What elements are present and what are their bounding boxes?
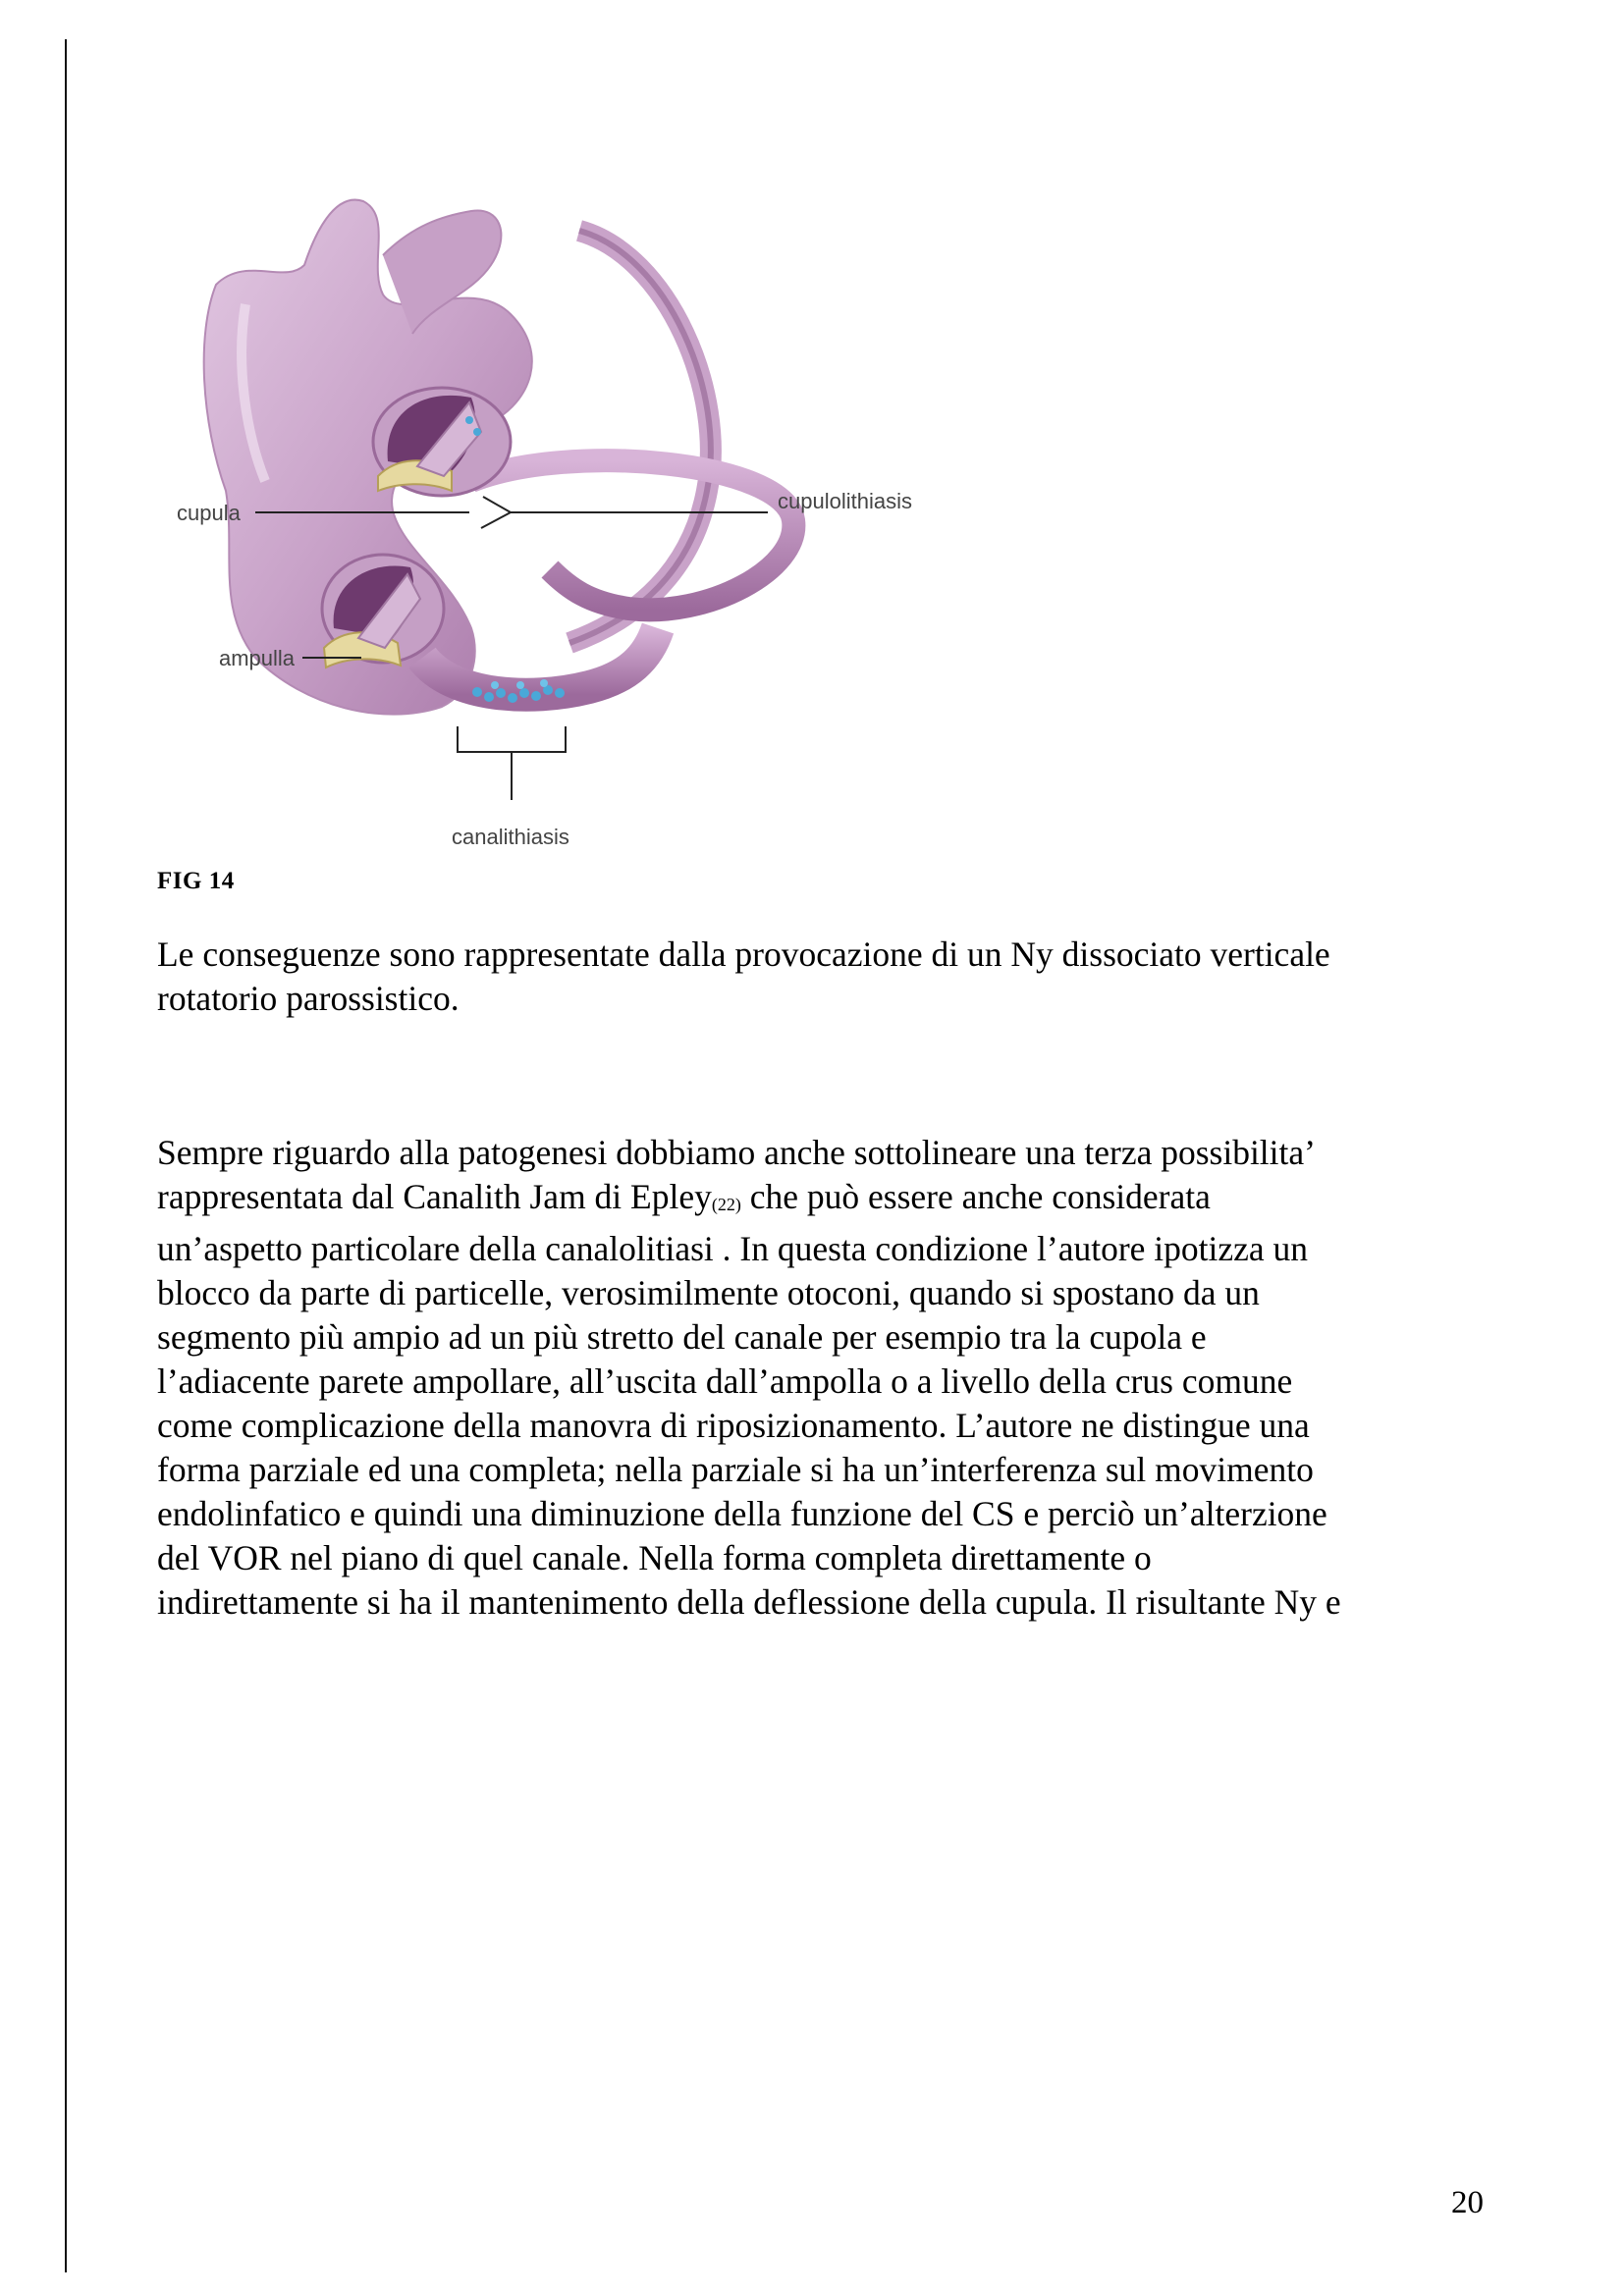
text-line: indirettamente si ha il mantenimento della deflessione della cupula. Il risultante Ny e <box>157 1582 1341 1622</box>
semicircular-canal-figure <box>157 196 943 864</box>
text-line: segmento più ampio ad un più stretto del canale per esempio tra la cupola e <box>157 1317 1207 1357</box>
citation-reference: (22) <box>711 1195 741 1214</box>
figure-caption: FIG 14 <box>157 868 235 894</box>
cupulolithiasis-label: cupulolithiasis <box>778 489 912 513</box>
margin-rule <box>65 39 67 2272</box>
cupula-label: cupula <box>177 501 241 525</box>
canal-loop-outer-shade <box>569 231 711 643</box>
text-line: l’adiacente parete ampollare, all’uscita dall’ampolla o a livello della crus comune <box>157 1362 1293 1401</box>
canalithiasis-bracket <box>458 726 566 752</box>
text-line: blocco da parte di particelle, verosimilmente otoconi, quando si spostano da un <box>157 1273 1260 1312</box>
text-line: Sempre riguardo alla patogenesi dobbiamo anche sottolineare una terza possibilita’ <box>157 1133 1316 1172</box>
text-segment: rappresentata dal Canalith Jam di Epley <box>157 1177 712 1216</box>
text-line: endolinfatico e quindi una diminuzione della funzione del CS e perciò un’alterzione <box>157 1494 1327 1533</box>
ampulla-label: ampulla <box>219 646 296 670</box>
text-segment: che può essere anche considerata <box>740 1177 1211 1216</box>
cupula-otoconium <box>465 416 473 424</box>
figure-illustration <box>157 196 943 864</box>
page-number: 20 <box>1451 2185 1484 2220</box>
text-line: un’aspetto particolare della canalolitiasi . In questa condizione l’autore ipotizza un <box>157 1229 1309 1268</box>
cupulolithiasis-pointer-a <box>481 512 511 528</box>
cupulolithiasis-pointer-b <box>483 497 511 512</box>
horizontal-canal-ring <box>471 460 793 610</box>
text-line: del VOR nel piano di quel canale. Nella forma completa direttamente o <box>157 1538 1152 1577</box>
canalithiasis-label: canalithiasis <box>452 825 569 849</box>
canal-loop-outer <box>569 231 711 643</box>
text-line: forma parziale ed una completa; nella parziale si ha un’interferenza sul movimento <box>157 1450 1314 1489</box>
paragraph-pathogenesis <box>157 1131 1512 1625</box>
text-line: rotatorio parossistico. <box>157 979 460 1018</box>
text-line: come complicazione della manovra di riposizionamento. L’autore ne distingue una <box>157 1406 1310 1445</box>
cupula-otoconium <box>473 428 481 436</box>
text-line-with-reference <box>157 1175 1512 1227</box>
text-line: Le conseguenze sono rappresentate dalla provocazione di un Ny dissociato verticale <box>157 934 1330 974</box>
paragraph-consequences <box>157 933 1512 1021</box>
